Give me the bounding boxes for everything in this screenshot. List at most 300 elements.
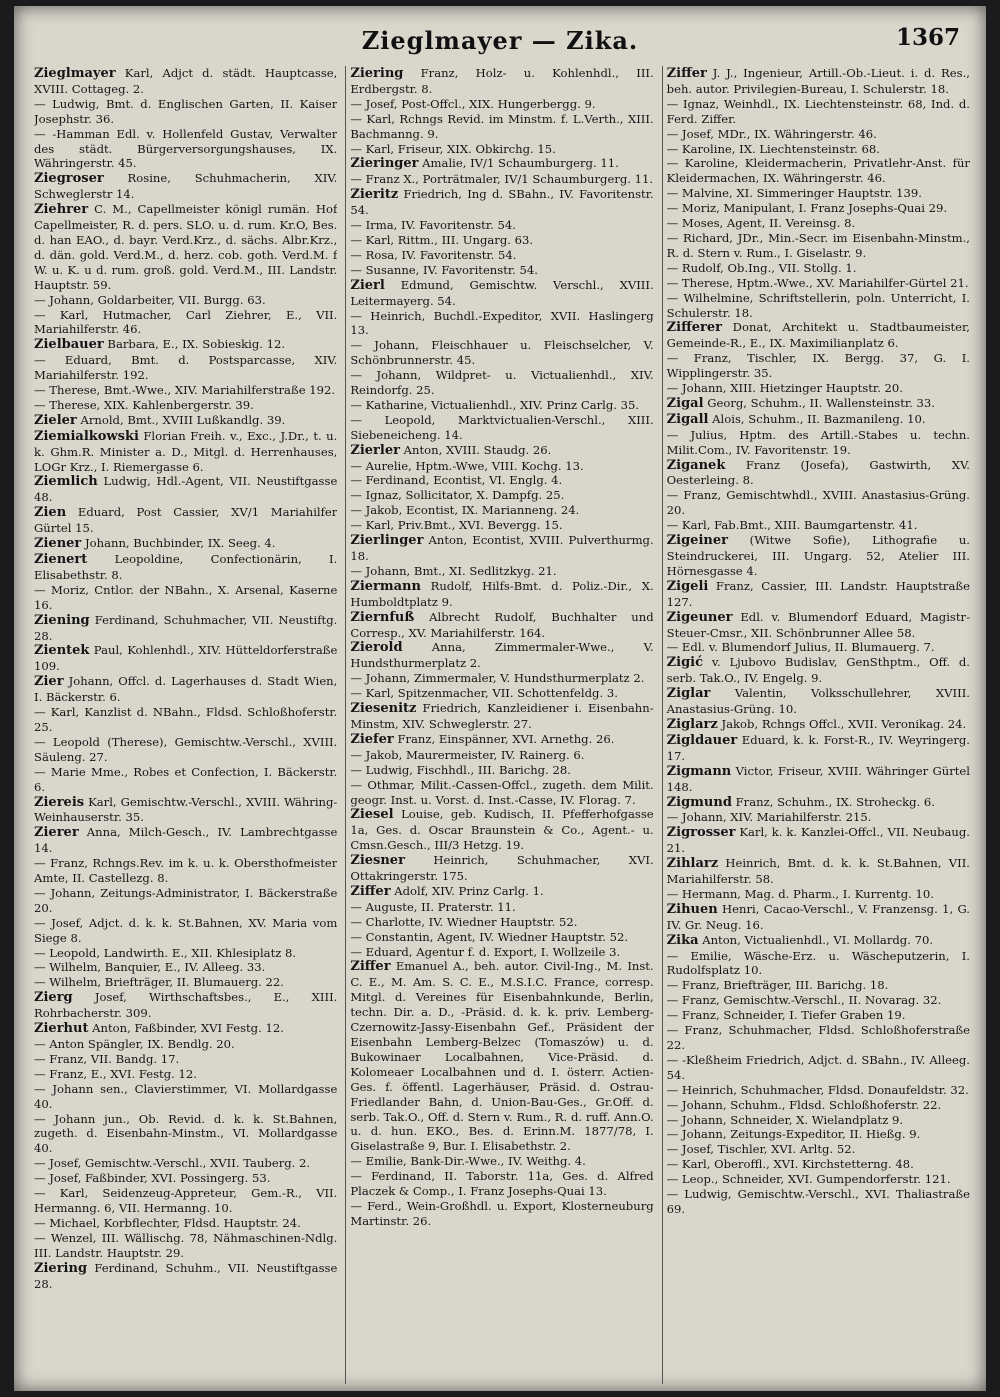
entry-text: — Leopold, Marktvictualien-Verschl., XIII. Siebeneicheng. 14. [350,412,654,442]
directory-entry [667,887,970,902]
directory-entry [350,930,653,945]
entry-text: — Therese, XIX. Kahlenbergerstr. 39. [34,397,254,412]
directory-entry [667,1053,970,1083]
directory-entry [350,686,653,701]
directory-entry [350,278,653,309]
entry-text: — Karoline, IX. Liechtensteinstr. 68. [666,141,880,156]
directory-entry [667,216,970,231]
entry-surname: Zigeuner [666,609,733,625]
directory-entry [34,1112,337,1157]
entry-surname: Zihlarz [666,856,719,872]
entry-surname: Zierlinger [350,533,424,549]
entry-text: — Johann sen., Clavierstimmer, VI. Mollardgasse 40. [34,1081,338,1111]
entry-text: Heinrich, Bmt. d. k. k. St.Bahnen, VII. Mariahilferstr. 58. [666,856,970,887]
directory-entry [350,66,653,97]
entry-surname: Zieritz [350,187,399,203]
entry-surname: Zierler [350,442,400,458]
entry-text: — Leop., Schneider, XVI. Gumpendorferstr. 121. [666,1172,951,1187]
directory-entry [350,732,653,748]
entry-text: — Wilhelmine, Schriftstellerin, poln. Unterricht, I. Schulerstr. 18. [666,290,970,320]
directory-entry [350,1199,653,1229]
directory-entry [34,975,337,990]
directory-entry [350,309,653,339]
entry-text: — Karl, Hutmacher, Carl Ziehrer, E., VII. Mariahilferstr. 46. [34,307,338,337]
directory-entry [667,1187,970,1217]
entry-surname: Ziegroser [34,171,104,187]
entry-text: — Johann, Zimmermaler, V. Hundsthurmerplatz 2. [350,671,645,686]
entry-text: — Rudolf, Ob.Ing., VII. Stollg. 1. [666,260,857,275]
directory-entry [34,536,337,552]
directory-entry [350,959,653,1154]
entry-text: Franz, Holz- u. Kohlenhdl., III. Erdbergstr. 8. [350,66,654,96]
entry-surname: Ziermann [350,578,421,594]
directory-entry [350,671,653,686]
directory-entry [350,518,653,533]
entry-text: — Franz, Gemischtwhdl., XVIII. Anastasius-Grüng. 20. [666,488,970,518]
entry-surname: Zierold [350,640,403,656]
entry-text: — Karl, Priv.Bmt., XVI. Bevergg. 15. [350,518,563,533]
directory-entry [667,428,970,458]
entry-surname: Zielbauer [34,337,104,353]
directory-entry [34,337,337,353]
directory-entry [350,112,653,142]
entry-surname: Ziemialkowski [34,428,139,444]
entry-text: — Karl, Rittm., III. Ungarg. 63. [350,232,534,247]
entry-text: — Josef, Adjct. d. k. k. St.Bahnen, XV. Maria vom Siege 8. [34,915,338,945]
directory-entry [34,398,337,413]
directory-entry [350,503,653,518]
entry-surname: Zifferer [666,320,722,336]
directory-entry [667,1127,970,1142]
directory-entry [34,825,337,856]
entry-text: — Marie Mme., Robes et Confection, I. Bäckerstr. 6. [34,764,338,794]
entry-text: — Karl, Oberoffl., XVI. Kirchstetterng. 48. [666,1157,914,1172]
entry-text: Friedrich, Ing d. SBahn., IV. Favoritenstr. 54. [350,187,654,218]
directory-entry [667,261,970,276]
entry-text: — Edl. v. Blumendorf Julius, II. Blumauerg. 7. [666,640,935,655]
directory-entry [34,293,337,308]
directory-entry [34,1156,337,1171]
directory-entry [34,1067,337,1082]
entry-text: C. M., Capellmeister königl rumän. Hof Capellmeister, R. d. pers. SLO. u. d. rum. Kr.O, Bes. d. han EAO., d. bayr. Verd.Krz., d. sächs. Albr.Krz., d. dän. gold. Verd.M., d. herz. cob. goth. Verd.M. f W. u. K. u d. rum. groß. gold. Verd.M., III. Landstr. Hauptstr. 59. [34,202,338,292]
entry-text: — Johann, Zeitungs-Expeditor, II. Hießg. 9. [666,1127,921,1142]
entry-surname: Zieringer [350,156,419,172]
entry-surname: Ziening [34,612,90,628]
entry-text: Anton, Faßbinder, XVI Festg. 12. [92,1021,284,1036]
directory-page [14,6,986,1391]
directory-entry [350,473,653,488]
entry-text: — Charlotte, IV. Wiedner Hauptstr. 52. [350,914,578,929]
directory-entry [667,1113,970,1128]
entry-text: — Katharine, Victualienhdl., XIV. Prinz Carlg. 35. [350,397,640,412]
entry-text: — Constantin, Agent, IV. Wiedner Hauptstr. 52. [350,929,629,944]
entry-surname: Zieler [34,412,77,428]
entry-surname: Zigrosser [666,825,736,841]
entry-text: — Moriz, Manipulant, I. Franz Josephs-Quai 29. [666,201,948,216]
entry-text: — Heinrich, Schuhmacher, Fldsd. Donaufeldstr. 32. [666,1082,969,1097]
directory-entry [350,233,653,248]
entry-surname: Zigeli [666,578,709,594]
directory-entry [34,127,337,172]
entry-text: — Therese, Hptm.-Wwe., XV. Mariahilfer-Gürtel 21. [666,275,969,290]
directory-entry [667,810,970,825]
entry-text: — Aurelie, Hptm.-Wwe, VIII. Kochg. 13. [350,458,584,473]
directory-entry [350,97,653,112]
entry-surname: Zieglmayer [34,66,116,81]
entry-text: Leopoldine, Confectionärin, I. Elisabethstr. 8. [34,552,338,582]
entry-text: Anton, XVIII. Staudg. 26. [403,442,552,457]
entry-text: Anton, Econtist, XVIII. Pulverthurmg. 18. [350,533,654,563]
entry-text: — Franz X., Porträtmaler, IV/1 Schaumburgerg. 11. [350,172,654,187]
entry-text: — Karl, Seidenzeug-Appreteur, Gem.-R., VII. Hermanng. 6, VII. Hermanng. 10. [34,1186,338,1215]
directory-entry [34,886,337,916]
directory-entry [667,127,970,142]
directory-entry [350,156,653,172]
entry-text: — Johann, Schneider, X. Wielandplatz 9. [666,1112,904,1127]
entry-text: — Johann, Fleischhauer u. Fleischselcher, V. Schönbrunnerstr. 45. [350,338,654,368]
entry-text: Paul, Kohlenhdl., XIV. Hütteldorferstraße 109. [34,643,338,674]
directory-entry [667,1083,970,1098]
directory-entry [667,533,970,579]
entry-text: Ferdinand, Schuhm., VII. Neustiftgasse 28. [34,1260,338,1291]
entry-text: Ludwig, Hdl.-Agent, VII. Neustiftgasse 48. [34,474,338,505]
entry-text: — Leopold, Landwirth. E., XII. Khlesiplatz 8. [34,945,297,960]
entry-text: J. J., Ingenieur, Artill.-Ob.-Lieut. i. d. Res., beh. autor. Privilegien-Bureau, I. Schulerstr. 18. [666,66,970,96]
directory-entry [350,488,653,503]
entry-text: — Karoline, Kleidermacherin, Privatlehr-Anst. für Kleidermachen, IX. Währingerstr. 46. [666,156,970,186]
directory-entry [34,1021,337,1037]
directory-entry [350,443,653,459]
entry-text: — Franz, VII. Bandg. 17. [34,1051,180,1066]
entry-surname: Zientek [34,643,90,659]
entry-text: — Ludwig, Gemischtw.-Verschl., XVI. Thaliastraße 69. [666,1187,970,1216]
entry-text: — Eduard, Agentur f. d. Export, I. Wollzeile 3. [350,944,621,959]
directory-entry [34,856,337,886]
directory-entry [667,825,970,856]
entry-text: — Emilie, Bank-Dir.-Wwe., IV. Weithg. 4. [350,1154,586,1169]
directory-entry [350,218,653,233]
entry-text: — Ferd., Wein-Großhdl. u. Export, Klosterneuburg Martinstr. 26. [350,1198,654,1228]
entry-surname: Zienert [34,552,88,567]
entry-text: — Johann, Goldarbeiter, VII. Burgg. 63. [34,292,266,307]
entry-surname: Ziering [34,1260,88,1276]
entry-surname: Ziglar [666,686,711,702]
entry-text: — Johann, Zeitungs-Administrator, I. Bäckerstraße 20. [34,885,338,915]
directory-entry [667,142,970,157]
directory-entry [34,1231,337,1261]
directory-entry [34,916,337,946]
directory-entry [34,946,337,961]
directory-entry [667,764,970,795]
entry-text: — Wenzel, III. Wällischg. 78, Nähmaschinen-Ndlg. III. Landstr. Hauptstr. 29. [34,1230,338,1260]
entry-text: — Karl, Kanzlist d. NBahn., Fldsd. Schloßhoferstr. 25. [34,705,338,734]
directory-entry [34,795,337,826]
entry-text: Franz, Einspänner, XVI. Arnethg. 26. [397,731,615,746]
entry-text: — Franz, Schneider, I. Tiefer Graben 19. [666,1008,906,1023]
entry-text: Edl. v. Blumendorf Eduard, Magistr-Steuer-Cmsr., XII. Schönbrunner Allee 58. [666,609,970,640]
entry-text: Victor, Friseur, XVIII. Währinger Gürtel 148. [666,763,970,794]
directory-entry [667,1098,970,1113]
entry-surname: Zigmann [666,763,732,779]
entry-surname: Ziffer [666,66,707,81]
directory-entry [667,488,970,518]
entry-text: (Witwe Sofie), Lithografie u. Steindruckerei, III. Ungarg. 52, Atelier III. Hörnesgasse 4. [666,533,970,578]
directory-entry [34,674,337,705]
directory-entry [350,533,653,564]
directory-entry [34,613,337,644]
entry-surname: Ziesel [350,807,394,823]
entry-text: — Franz, Gemischtw.-Verschl., II. Novarag. 32. [666,993,942,1008]
directory-entry [667,351,970,381]
directory-entry [350,172,653,187]
entry-text: Eduard, k. k. Forst-R., IV. Weyringerg. 17. [666,732,970,763]
entry-text: — Karl, Friseur, XIX. Obkirchg. 15. [350,141,556,156]
entry-text: Johann, Offcl. d. Lagerhauses d. Stadt Wien, I. Bäckerstr. 6. [34,674,338,705]
entry-text: — Franz, Schuhmacher, Fldsd. Schloßhoferstraße 22. [666,1023,970,1052]
directory-entry [34,97,337,127]
directory-entry [667,1157,970,1172]
directory-entry [667,156,970,186]
entry-text: — Ignaz, Sollicitator, X. Dampfg. 25. [350,488,565,503]
entry-text: Adolf, XIV. Prinz Carlg. 1. [394,883,544,898]
entry-surname: Zierg [34,990,73,1006]
entry-text: — Susanne, IV. Favoritenstr. 54. [350,262,538,277]
entry-text: — Therese, Bmt.-Wwe., XIV. Mariahilferstraße 192. [34,383,336,398]
directory-entry [667,1142,970,1157]
entry-text: — Anton Spängler, IX. Bendlg. 20. [34,1037,235,1051]
entry-surname: Ziglarz [666,716,718,732]
entry-surname: Ziereis [34,794,85,810]
entry-text: Ferdinand, Schuhmacher, VII. Neustiftg. 28. [34,612,338,643]
entry-text: — -Hamman Edl. v. Hollenfeld Gustav, Verwalter des städt. Bürgerversorgungshauses, IX. Währingerstr. 45. [34,126,338,171]
directory-entry [350,248,653,263]
entry-surname: Zigmund [666,794,732,810]
entry-text: — Johann jun., Ob. Revid. d. k. k. St.Bahnen, zugeth. d. Eisenbahn-Minstm., VI. Mollardgasse 40. [34,1111,338,1156]
entry-text: — Auguste, II. Praterstr. 11. [350,899,516,914]
entry-surname: Zierl [350,277,385,293]
directory-entry [34,1261,337,1292]
entry-text: v. Ljubovo Budislav, GenSthptm., Off. d. serb. Tak.O., IV. Engelg. 9. [666,655,970,686]
entry-text: — Wilhelm, Briefträger, II. Blumauerg. 22. [34,975,284,990]
directory-entry [667,993,970,1008]
directory-entry [350,778,653,808]
entry-text: — Johann, XIV. Mariahilferstr. 215. [666,810,872,825]
directory-entry [34,765,337,795]
entry-text: Anna, Zimmermaler-Wwe., V. Hundsthurmerplatz 2. [350,640,654,671]
entry-text: — Karl, Fab.Bmt., XIII. Baumgartenstr. 41. [666,518,918,533]
entry-text: — Heinrich, Buchdl.-Expeditor, XVII. Haslingerg 13. [350,308,654,338]
directory-entry [667,381,970,396]
entry-text: — Johann, XIII. Hietzinger Hauptstr. 20. [666,381,903,396]
directory-entry [667,458,970,489]
entry-text: — Moses, Agent, II. Vereinsg. 8. [666,216,856,231]
entry-text: Johann, Buchbinder, IX. Seeg. 4. [84,536,276,551]
entry-text: Friedrich, Kanzleidiener i. Eisenbahn-Minstm, XIV. Schweglerstr. 27. [350,701,654,731]
entry-surname: Zihuen [666,901,718,917]
entry-text: — Richard, JDr., Min.-Secr. im Eisenbahn-Minstm., R. d. Stern v. Rum., I. Giselastr. 9. [666,230,970,260]
directory-entry [667,518,970,533]
directory-entry [667,1023,970,1053]
entry-text: Jakob, Rchngs Offcl., XVII. Veronikag. 24. [721,716,967,731]
directory-entry [350,900,653,915]
directory-entry [350,945,653,960]
entry-text: — Johann, Schuhm., Fldsd. Schloßhoferstr. 22. [666,1097,942,1112]
entry-text: — Julius, Hptm. des Artill.-Stabes u. techn. Milit.Com., IV. Favoritenstr. 19. [666,427,970,457]
directory-entry [350,701,653,732]
entry-surname: Zigal [666,395,704,411]
directory-entry [667,856,970,887]
entry-text: — Jakob, Econtist, IX. Marianneng. 24. [350,503,580,518]
directory-entry [350,187,653,218]
directory-entry [667,396,970,412]
entry-text: Anton, Victualienhdl., VI. Mollardg. 70. [702,932,934,947]
directory-entry [667,640,970,655]
entry-text: — Eduard, Bmt. d. Postsparcasse, XIV. Mariahilferstr. 192. [34,353,338,383]
directory-entry [667,231,970,261]
directory-entry [667,610,970,641]
directory-entry [34,202,337,292]
entry-text: — Franz, E., XVI. Festg. 12. [34,1066,197,1081]
entry-surname: Ziefer [350,731,394,747]
entry-surname: Zier [34,674,64,690]
entry-text: — Josef, Faßbinder, XVI. Possingerg. 53. [34,1171,271,1186]
directory-entry [350,142,653,157]
entry-surname: Zigldauer [666,732,738,748]
directory-entry [350,763,653,778]
directory-entry [34,960,337,975]
entry-surname: Zigić [666,655,704,671]
entry-text: Karl, k. k. Kanzlei-Offcl., VII. Neubaug. 21. [666,825,970,856]
entry-text: — -Kleßheim Friedrich, Adjct. d. SBahn., IV. Alleeg. 54. [666,1052,970,1082]
directory-entry [350,748,653,763]
entry-text: Karl, Gemischtw.-Verschl., XVIII. Währing-Weinhauserstr. 35. [34,794,338,825]
directory-entry [34,643,337,674]
directory-entry [350,1154,653,1169]
directory-entry [34,705,337,735]
directory-entry [667,320,970,351]
directory-entry [667,978,970,993]
entry-text: — Emilie, Wäsche-Erz. u. Wäscheputzerin, I. Rudolfsplatz 10. [666,948,970,978]
entry-text: Edmund, Gemischtw. Verschl., XVIII. Leitermayerg. 54. [350,277,654,308]
directory-entry [667,201,970,216]
entry-text: Franz (Josefa), Gastwirth, XV. Oesterleing. 8. [666,457,970,488]
entry-text: — Josef, Tischler, XVI. Arltg. 52. [666,1142,856,1157]
entry-surname: Ziemlich [34,474,98,490]
directory-entry [667,717,970,733]
directory-entry [350,413,653,443]
entry-text: — Wilhelm, Banquier, E., IV. Alleeg. 33. [34,960,266,975]
directory-entry [34,990,337,1021]
entry-text: — Irma, IV. Favoritenstr. 54. [350,218,516,233]
directory-entry [34,505,337,536]
directory-entry [34,66,337,97]
directory-entry [34,1037,337,1052]
entry-text: — Moriz, Cntlor. der NBahn., X. Arsenal, Kaserne 16. [34,582,338,612]
directory-entry [34,383,337,398]
directory-entry [350,640,653,671]
entry-text: Rudolf, Hilfs-Bmt. d. Poliz.-Dir., X. Humboldtplatz 9. [350,578,654,609]
entry-text: Karl, Adjct d. städt. Hauptcasse, XVIII. Cottageg. 2. [34,66,338,96]
entry-text: — Leopold (Therese), Gemischtw.-Verschl., XVIII. Säuleng. 27. [34,734,338,764]
directory-entry [34,1082,337,1112]
column-3 [662,66,970,1384]
directory-entry [34,552,337,583]
directory-entry [350,1169,653,1199]
directory-entry [34,308,337,338]
entry-text: Alois, Schuhm., II. Bazmanileng. 10. [712,411,926,426]
entry-surname: Zierhut [34,1021,89,1037]
entry-text: — Franz, Tischler, IX. Bergg. 37, G. I. Wipplingerstr. 35. [666,351,970,381]
columns-container [34,66,970,1384]
entry-surname: Ziesner [350,853,405,869]
entry-text: — Rosa, IV. Favoritenstr. 54. [350,247,517,262]
directory-entry [667,795,970,811]
entry-surname: Ziffer [350,959,391,975]
directory-entry [34,353,337,383]
directory-entry [350,263,653,278]
directory-entry [34,1186,337,1216]
entry-text: Franz, Schuhm., IX. Stroheckg. 6. [735,794,935,809]
entry-text: Donat, Architekt u. Stadtbaumeister, Gemeinde-R., E., IX. Maximilianplatz 6. [666,320,970,351]
entry-text: Arnold, Bmt., XVIII Lußkandlg. 39. [80,412,286,427]
entry-surname: Ziener [34,536,82,552]
directory-entry [667,733,970,764]
directory-entry [34,583,337,613]
entry-text: — Johann, Wildpret- u. Victualienhdl., XIV. Reindorfg. 25. [350,368,654,398]
directory-entry [350,459,653,474]
directory-entry [667,291,970,321]
entry-text: — Josef, MDr., IX. Währingerstr. 46. [666,126,877,141]
entry-surname: Ziesenitz [350,701,417,717]
entry-text: Amalie, IV/1 Schaumburgerg. 11. [422,156,619,171]
directory-entry [350,884,653,900]
directory-entry [350,915,653,930]
directory-entry [667,186,970,201]
directory-entry [667,66,970,97]
entry-text: — Ludwig, Bmt. d. Englischen Garten, II. Kaiser Josephstr. 36. [34,96,338,126]
entry-text: — Michael, Korbflechter, Fldsd. Hauptstr. 24. [34,1215,301,1230]
directory-entry [350,338,653,368]
entry-text: — Malvine, XI. Simmeringer Hauptstr. 139. [666,186,922,201]
directory-entry [667,1008,970,1023]
entry-surname: Zigeiner [666,533,728,549]
entry-text: — Josef, Post-Offcl., XIX. Hungerbergg. 9. [350,96,596,111]
entry-text: Louise, geb. Kudisch, II. Pfefferhofgasse 1a, Ges. d. Oscar Braunstein & Co., Agent.- u. Cmsn.Gesch., III/3 Hetzg. 19. [350,807,654,853]
page-header [14,24,986,58]
directory-entry [667,655,970,686]
entry-text: Rosine, Schuhmacherin, XIV. Schweglerstr 14. [34,171,338,202]
entry-surname: Zien [34,505,67,521]
directory-entry [350,368,653,398]
directory-entry [667,902,970,933]
directory-entry [667,97,970,127]
directory-entry [34,429,337,475]
directory-entry [350,579,653,610]
page-title: Zieglmayer — Zika. [361,26,639,55]
entry-text: — Ferdinand, Econtist, VI. Englg. 4. [350,473,563,488]
entry-text: — Karl, Rchngs Revid. im Minstm. f. L.Verth., XIII. Bachmanng. 9. [350,111,654,141]
entry-text: Barbara, E., IX. Sobieskig. 12. [107,337,286,352]
entry-surname: Ziering [350,66,404,81]
entry-text: Heinrich, Schuhmacher, XVI. Ottakringerstr. 175. [350,853,654,884]
entry-text: Henri, Cacao-Verschl., V. Franzensg. 1, G. IV. Gr. Neug. 16. [666,901,970,932]
entry-text: — Josef, Gemischtw.-Verschl., XVII. Tauberg. 2. [34,1156,311,1171]
directory-entry [667,686,970,717]
directory-entry [34,1171,337,1186]
entry-text: Georg, Schuhm., II. Wallensteinstr. 33. [707,395,935,410]
entry-text: Anna, Milch-Gesch., IV. Lambrechtgasse 14. [34,825,338,856]
entry-text: — Franz, Briefträger, III. Barichg. 18. [666,978,889,993]
